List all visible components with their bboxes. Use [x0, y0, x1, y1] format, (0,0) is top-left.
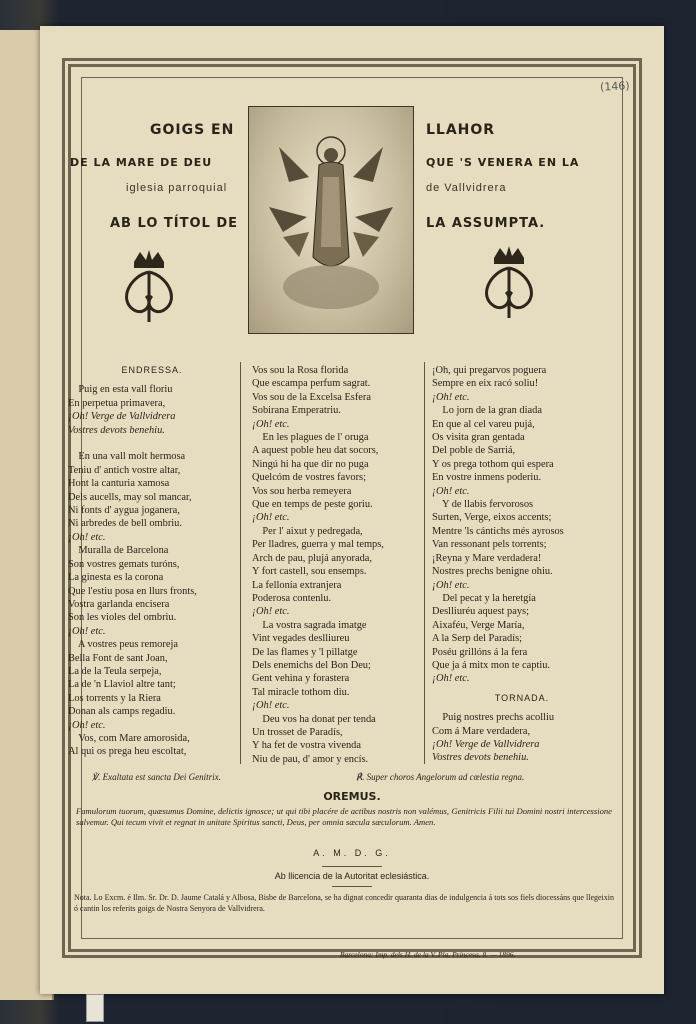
verse-line: La de 'n Llaviol altre tant;: [68, 679, 176, 691]
verse-line: Ni arbredes de bell ombriu.: [68, 518, 182, 530]
verse-line: Dels enemichs del Bon Deu;: [252, 659, 371, 671]
verse-line: Vos sou de la Excelsa Esfera: [252, 391, 371, 403]
verse-line: La fellonía extranjera: [252, 579, 342, 591]
verse-line: Que en temps de peste goriu.: [252, 499, 373, 511]
verse-line: Y de llabis fervorosos: [432, 499, 534, 511]
column-rule: [424, 362, 425, 764]
verse-line: Bella Font de sant Joan,: [68, 652, 168, 664]
verse-line: Deu vos ha donat per tenda: [252, 713, 376, 725]
verse-line: Dels aucells, may sol mancar,: [68, 491, 192, 503]
verse-line: Al qui os prega heu escoltat,: [68, 746, 187, 758]
verse-line: Que ja á mitx mon te captiu.: [432, 659, 551, 671]
title-right-4: LA ASSUMPTA.: [426, 216, 546, 231]
goigs-sheet: [40, 26, 664, 994]
verse-line: ¡Oh, qui pregarvos poguera: [432, 365, 547, 376]
verse-line: Teniu d' antich vostre altar,: [68, 464, 181, 476]
tornada-heading: TORNADA.: [494, 692, 550, 703]
verse-line: [68, 437, 236, 450]
verse-line: Y os prega tothom qui espera: [432, 458, 554, 470]
verse-line: ¡Oh! etc.: [68, 625, 106, 637]
verse-line: En vostre inmens poderiu.: [432, 472, 542, 484]
verse-line: En una vall molt hermosa: [68, 451, 186, 463]
verse-line: La ginesta es la corona: [68, 572, 164, 584]
verse-line: Puig nostres prechs acolliu: [432, 712, 555, 724]
verse-line: ¡Oh! etc.: [432, 579, 470, 591]
verse-line: A vostres peus remoreja: [68, 639, 178, 651]
amdg: A. M. D. G.: [313, 848, 391, 858]
verse-line: Sempre en eix racó soliu!: [432, 378, 539, 390]
verse-line: Del poble de Sarriá,: [432, 445, 516, 457]
verse-line: Vint vegades deslliureu: [252, 633, 350, 645]
verse-column-3: [432, 364, 612, 765]
verse-line: Muralla de Barcelona: [68, 545, 169, 557]
verse-line: Com á Mare verdadera,: [432, 725, 531, 737]
printer-imprint: Barcelona: Imp. dels H. de la V. Pla, Princesa, 8. — 1896.: [340, 950, 516, 959]
verse-line: A aquest poble heu dat socors,: [252, 445, 379, 457]
verse-line: ¡Oh! etc.: [252, 512, 290, 524]
verse-line: A la Serp del Paradís;: [432, 633, 523, 645]
crown-monogram-left: [110, 248, 188, 326]
pencil-annotation: (146): [599, 79, 630, 94]
column-rule: [240, 362, 241, 764]
indulgence-note: Nota. Lo Excm. é Ilm. Sr. Dr. D. Jaume Catalá y Albosa, Bisbe de Barcelona, se ha dignat concedir quaranta dias de indulgencia á tots sos fiels diocessáns que llegeixin ó cantin los referits goigs de Nostra Senyora de Vallvidrera.: [74, 893, 614, 913]
verse-line: Surten, Verge, eixos accents;: [432, 512, 552, 524]
title-left-1: GOIGS EN: [150, 122, 235, 138]
verse-line: ¡Oh! etc.: [432, 485, 470, 497]
verse-line: Van ressonant pels torrents;: [432, 539, 547, 551]
title-left-2: DE LA MARE DE DEU: [70, 156, 213, 169]
verse-line: ¡Oh! etc.: [432, 673, 470, 685]
verse-line: Tal miracle tothom diu.: [252, 686, 350, 698]
verse-line: La vostra sagrada imatge: [252, 619, 367, 631]
verse-line: Ningú hi ha que dir no puga: [252, 458, 369, 470]
verse-line: Aixaféu, Verge María,: [432, 619, 525, 631]
verse-line: ¡Oh! Verge de Vallvidrera: [432, 738, 540, 750]
prayer-text: Famulorum tuorum, quæsumus Domine, delictis ignosce; ut qui tibi placére de actibus nostris non valémus, Genitricis Filii tui Domini nostri intercessione salvemur. Qui tecum vivit et regnat in unitate Spiritus sancti, Deus, per omnia sæcula sæculorum. Amen.: [76, 806, 612, 828]
response: ℟. Super choros Angelorum ad cœlestia regna.: [356, 772, 525, 782]
verse-line: Ni fonts d' aygua joganera,: [68, 505, 180, 517]
verse-line: Niu de pau, d' amor y encís.: [252, 753, 369, 765]
crown-monogram-right: [470, 244, 548, 322]
verse-line: ¡Oh! Verge de Vallvidrera: [68, 411, 176, 423]
assumption-engraving: [248, 106, 414, 334]
verse-line: Vostres devots benehiu.: [68, 424, 165, 436]
verse-line: Y ha fet de vostra vivenda: [252, 740, 361, 752]
verse-line: Y fort castell, sou ensemps.: [252, 566, 367, 578]
title-right-2: QUE 'S VENERA EN LA: [426, 156, 580, 169]
verse-line: Quelcóm de vostres favors;: [252, 472, 366, 484]
verse-line: Vos, com Mare amorosida,: [68, 732, 190, 744]
verse-line: Un trosset de Paradís,: [252, 726, 343, 738]
verse-line: ¡Oh! etc.: [68, 719, 106, 731]
verse-line: ¡Reyna y Mare verdadera!: [432, 552, 542, 564]
verse-line: ¡Oh! etc.: [68, 531, 106, 543]
verse-line: Poderosa contenlu.: [252, 592, 332, 604]
verse-line: Vos sou la Rosa florida: [252, 365, 349, 376]
verse-line: Gent vehina y forastera: [252, 673, 350, 685]
verse-line: Os visita gran gentada: [432, 432, 525, 444]
verse-line: ¡Oh! etc.: [252, 606, 290, 618]
verse-line: Arch de pau, plujá anyorada,: [252, 552, 373, 564]
verse-line: Vostra garlanda encisera: [68, 598, 170, 610]
verse-line: Los torrents y la Riera: [68, 692, 161, 704]
verse-line: Que l'estiu posa en llurs fronts,: [68, 585, 197, 597]
verse-line: Sobirana Emperatriu.: [252, 405, 341, 417]
verse-line: Nostres prechs benigne ohiu.: [432, 566, 553, 578]
verse-line: Per lladres, guerra y mal temps,: [252, 539, 384, 551]
verse-line: Mentre 'ls cántichs més ayrosos: [432, 525, 564, 537]
ecclesiastical-licence: Ab llicencia de la Autoritat eclesiástica.: [274, 871, 430, 881]
verse-line: En que al cel vareu pujá,: [432, 418, 535, 430]
verse-line: Donan als camps regadiu.: [68, 706, 176, 718]
verse-line: Vos sou herba remeyera: [252, 485, 352, 497]
verse-line: Son vostres gemats turóns,: [68, 558, 180, 570]
verse-column-2: [252, 364, 422, 766]
title-left-4: AB LO TÍTOL DE: [110, 216, 238, 231]
verse-line: Del pecat y la heretgía: [432, 592, 536, 604]
verse-line: Poséu grillóns á la fera: [432, 646, 528, 658]
divider: [322, 866, 382, 867]
archive-tab: [86, 994, 104, 1022]
verse-line: Lo jorn de la gran diada: [432, 405, 542, 417]
oremus-heading: OREMUS.: [323, 790, 381, 803]
verse-line: Puig en esta vall floriu: [68, 384, 173, 396]
verse-line: Vostres devots benehiu.: [432, 752, 529, 764]
title-left-3: iglesia parroquial: [126, 182, 228, 194]
verse-line: De las flames y 'l pillatge: [252, 646, 358, 658]
title-right-1: LLAHOR: [426, 122, 496, 138]
versicle: ℣. Exaltata est sancta Dei Genitrix.: [92, 772, 221, 782]
verse-line: Deslliuréu aquest pays;: [432, 606, 529, 618]
verse-line: Per l' aixut y pedregada,: [252, 525, 363, 537]
divider: [332, 886, 372, 887]
verse-line: ¡Oh! etc.: [432, 391, 470, 403]
verse-line: Son les violes del ombriu.: [68, 612, 177, 624]
column-heading: ENDRESSA.: [121, 365, 183, 375]
verse-line: Hont la canturia xamosa: [68, 478, 170, 490]
verse-line: ¡Oh! etc.: [252, 700, 290, 712]
verse-line: En les plagues de l' oruga: [252, 432, 369, 444]
title-right-3: de Vallvidrera: [426, 182, 507, 194]
verse-line: Que escampa perfum sagrat.: [252, 378, 371, 390]
verse-column-1: [68, 364, 236, 759]
verse-line: En perpetua primavera,: [68, 397, 166, 409]
verse-line: ¡Oh! etc.: [252, 418, 290, 430]
verse-line: La de la Teula serpeja,: [68, 665, 162, 677]
